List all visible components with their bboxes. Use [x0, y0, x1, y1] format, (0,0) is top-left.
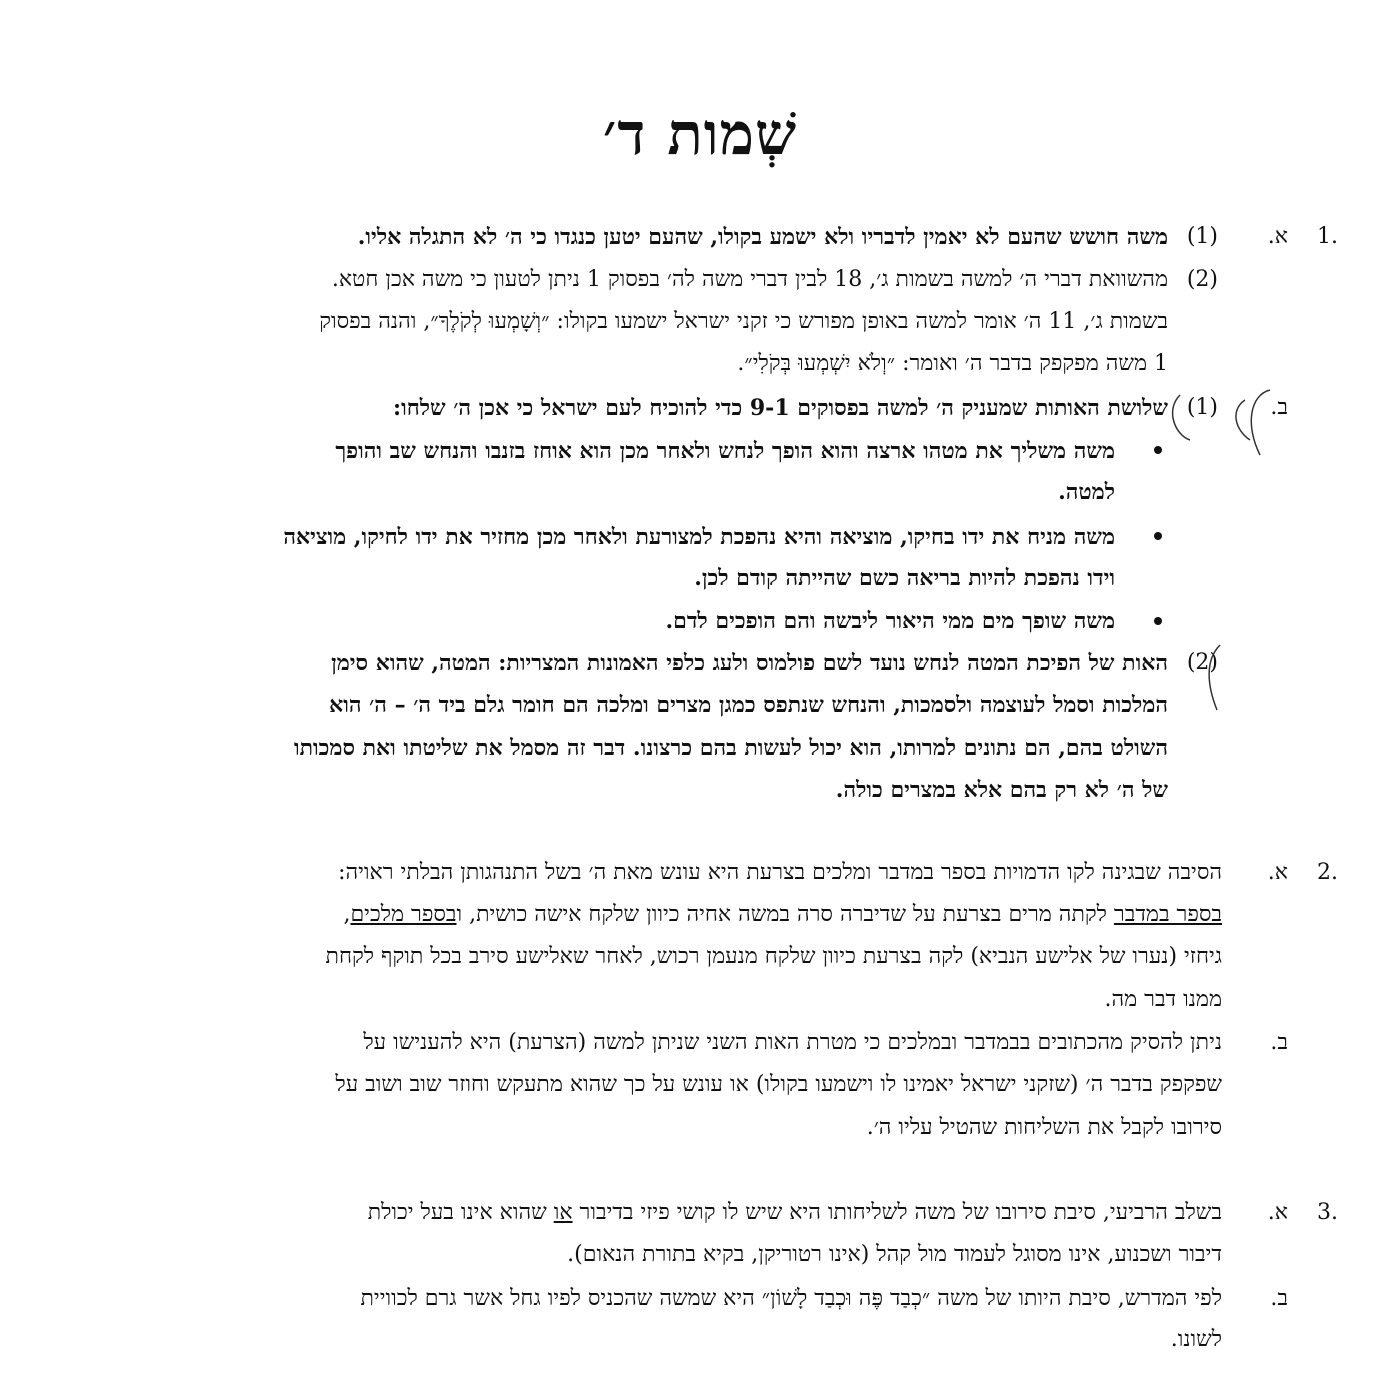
item-1a2-number: (2)	[1186, 267, 1218, 292]
item-1a2-line-3: 1 משה מפקפק בדבר ה׳ ואומר: ״וְלֹא יִשְׁמְעוּ בְּקֹלִי״.	[737, 351, 1168, 376]
section-3-number: .3	[1317, 1200, 1338, 1225]
bullet-dot-2	[1154, 532, 1162, 540]
underlined-melachim: בספר מלכים	[350, 902, 457, 927]
bullet-dot-1	[1154, 446, 1162, 454]
bullet-1-line-2: למטה.	[1058, 479, 1115, 505]
item-1b2-line-3: השולט בהם, הם נתונים למרותו, הוא יכול לעשות בהם כרצונו. דבר זה מסמל את שליטתו ואת סמכותו	[293, 735, 1168, 761]
handwritten-mark	[1195, 640, 1235, 720]
page-title: שְׁמות ד׳	[602, 100, 798, 168]
item-1a-marker: א.	[1267, 224, 1288, 249]
item-3a-line-1-end: שהוא אינו בעל יכולת	[367, 1200, 554, 1225]
item-2a-line-2-text: לקתה מרים בצרעת על שדיברה סרה במשה אחיה כיוון שלקח אישה כושית, ו	[456, 902, 1114, 927]
section-2-number: .2	[1317, 860, 1338, 885]
item-1a2-line-2: בשמות ג׳, 11 ה׳ אומר למשה באופן מפורש כי זקני ישראל ישמעו בקולו: ״וְשָׁמְעוּ לְקֹלֶךָ״, והנה בפסוק	[319, 309, 1168, 334]
item-2a-marker: א.	[1267, 860, 1288, 885]
item-1b2-line-2: המלכות וסמל לעוצמה ולסמכות, והנחש שנתפס כמגן מצרים ומלכה הם חומר גלם ביד ה׳ – ה׳ הוא	[329, 692, 1168, 718]
item-3a-line-1-start: בשלב הרביעי, סיבת סירובו של משה לשליחותו היא שיש לו קושי פיזי בדיבור	[572, 1200, 1222, 1225]
bullet-3-line-1: משה שופך מים ממי היאור ליבשה והם הופכים לדם.	[665, 608, 1115, 634]
item-1b2-number: (2)	[1186, 650, 1218, 675]
item-2a-line-2-end: ,	[343, 902, 351, 927]
item-2b-marker: ב.	[1270, 1030, 1288, 1055]
bullet-1-line-1: משה משליך את מטהו ארצה והוא הופך לנחש ולאחר מכן הוא אוחז בזנבו והנחש שב והופך	[335, 438, 1115, 464]
item-2b-line-3: סירובו לקבל את השליחות שהטיל עליו ה׳.	[866, 1115, 1222, 1140]
underlined-bamidbar: בספר במדבר	[1113, 902, 1222, 927]
item-3b-line-1: לפי המדרש, סיבת היותו של משה ״כְבַד פֶּה וּכְבַד לָשׁוֹן״ היא שמשה שהכניס לפיו גחל אשר גרם לכוויית	[360, 1286, 1222, 1311]
item-1a2-line-1: מהשוואת דברי ה׳ למשה בשמות ג׳, 18 לבין דברי משה לה׳ בפסוק 1 ניתן לטעון כי משה אכן חטא.	[331, 267, 1168, 292]
item-1b2-line-4: של ה׳ לא רק בהם אלא במצרים כולה.	[835, 777, 1168, 803]
item-2b-line-1: ניתן להסיק מהכתובים בבמדבר ובמלכים כי מטרת האות השני שניתן למשה (הצרעת) היא להענישו על	[363, 1030, 1222, 1055]
item-3a-marker: א.	[1267, 1200, 1288, 1225]
item-3a-line-1	[368, 1198, 1222, 1228]
item-3b-marker: ב.	[1270, 1286, 1288, 1311]
item-1b2-line-1: האות של הפיכת המטה לנחש נועד לשם פולמוס ולעג כלפי האמונות המצריות: המטה, שהוא סימן	[331, 650, 1168, 676]
item-2a-line-3: גיחזי (נערו של אלישע הנביא) לקה בצרעת כיוון שלקח מנעמן רכוש, לאחר שאלישע סירב בכל תוקף לקחת	[325, 944, 1222, 969]
item-1b1-line-1: שלושת האותות שמעניק ה׳ למשה בפסוקים 9-1 כדי להוכיח לעם ישראל כי אכן ה׳ שלחו:	[392, 395, 1168, 421]
bullet-2-line-2: וידו נהפכת להיות בריאה כשם שהייתה קודם לכן.	[694, 565, 1115, 591]
bullet-2-line-1: משה מניח את ידו בחיקו, מוציאה והיא נהפכת למצורעת ולאחר מכן מחזיר את ידו לחיקו, מוציאה	[283, 524, 1115, 550]
section-1-number: .1	[1317, 224, 1338, 249]
bullet-dot-3	[1154, 617, 1162, 625]
item-1a1-number: (1)	[1186, 224, 1218, 249]
item-2a-line-1: הסיבה שבגינה לקו הדמויות בספר במדבר ומלכים בצרעת היא עונש מאת ה׳ בשל התנהגותן הבלתי ראויה:	[338, 860, 1222, 885]
item-1b1-number: (1)	[1186, 395, 1218, 420]
item-2a-line-2	[343, 900, 1222, 930]
item-1b-marker: ב.	[1270, 395, 1288, 420]
item-2a-line-4: ממנו דבר מה.	[1104, 987, 1222, 1012]
handwritten-check-mark	[1150, 380, 1290, 470]
item-3b-line-2: לשונו.	[1170, 1327, 1222, 1352]
item-1a1-line-1: משה חושש שהעם לא יאמין לדבריו ולא ישמע בקולו, שהעם יטען כנגדו כי ה׳ לא התגלה אליו.	[357, 224, 1168, 250]
item-2b-line-2: שפקפק בדבר ה׳ (שזקני ישראל יאמינו לו וישמעו בקולו) או עונש על כך שהוא מתעקש וחוזר שוב ושוב על	[335, 1072, 1222, 1097]
item-3a-line-2: דיבור ושכנוע, אינו מסוגל לעמוד מול קהל (אינו רטוריקן, בקיא בתורת הנאום).	[567, 1242, 1222, 1267]
underlined-or: או	[553, 1200, 573, 1225]
